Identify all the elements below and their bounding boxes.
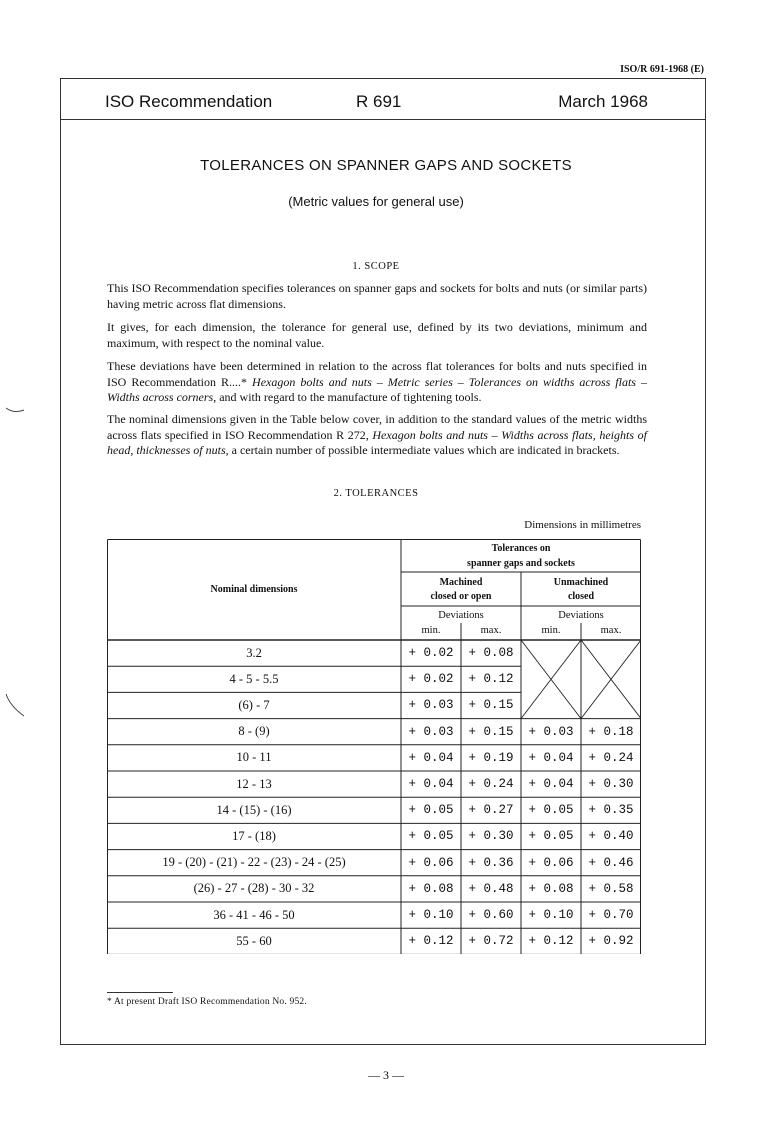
nominal-dimension-cell: (6) - 7 xyxy=(238,697,270,712)
nominal-dimension-cell: 36 - 41 - 46 - 50 xyxy=(213,907,295,922)
nominal-dimension-cell: 17 - (18) xyxy=(232,828,276,843)
header-machined-line2: closed or open xyxy=(430,590,492,602)
header-machined-line1: Machined xyxy=(439,576,483,588)
section-heading-scope: 1. SCOPE xyxy=(352,261,400,272)
nominal-dimension-cell: 8 - (9) xyxy=(238,724,270,739)
deviation-cell: + 0.72 xyxy=(468,934,514,949)
deviation-cell: + 0.06 xyxy=(408,855,454,870)
deviation-cell xyxy=(581,692,641,718)
deviation-cell: + 0.04 xyxy=(408,777,454,792)
deviation-cell: + 0.04 xyxy=(408,750,454,765)
nominal-dimension-cell: (26) - 27 - (28) - 30 - 32 xyxy=(193,881,315,896)
header-rule xyxy=(60,119,705,120)
deviation-cell xyxy=(521,640,581,666)
deviation-cell: + 0.05 xyxy=(528,803,574,818)
deviation-cell: + 0.24 xyxy=(588,750,634,765)
header-unmachined-line2: closed xyxy=(567,590,595,602)
deviation-cell: + 0.40 xyxy=(588,829,634,844)
deviation-cell: + 0.30 xyxy=(468,829,514,844)
deviation-cell: + 0.15 xyxy=(468,698,514,713)
scope-paragraph-4-title: Hexagon bolts and nuts – Widths across flats, heights of head, thicknesses of nuts xyxy=(107,427,647,457)
deviation-cell: + 0.19 xyxy=(468,750,514,765)
nominal-dimension-cell: 19 - (20) - (21) - 22 - (23) - 24 - (25) xyxy=(162,855,346,870)
deviation-cell: + 0.06 xyxy=(528,855,574,870)
deviation-cell: + 0.08 xyxy=(468,646,514,661)
frame-top-rule xyxy=(60,78,705,79)
scope-paragraph-4-text-a: The nominal dimensions given in the Table below cover, in addition to the standard values of the metric widths across flats specified in ISO Recommendation R 272, xyxy=(107,412,647,442)
footnote-rule xyxy=(107,992,173,993)
nominal-dimension-cell: 4 - 5 - 5.5 xyxy=(229,671,279,686)
nominal-dimension-cell: 3.2 xyxy=(246,645,262,660)
margin-marks xyxy=(2,400,32,740)
page-title: TOLERANCES ON SPANNER GAPS AND SOCKETS xyxy=(200,157,572,174)
scope-paragraph-4-text-b: , a certain number of possible intermediate values which are indicated in brackets. xyxy=(225,443,620,457)
header-unmachined-max: max. xyxy=(600,624,622,636)
header-machined-deviations: Deviations xyxy=(438,609,484,621)
nominal-dimension-cell: 12 - 13 xyxy=(236,776,272,791)
deviation-cell: + 0.03 xyxy=(528,724,574,739)
header-recommendation: ISO Recommendation xyxy=(105,92,273,111)
deviation-cell: + 0.46 xyxy=(588,855,634,870)
deviation-cell: + 0.10 xyxy=(408,908,454,923)
deviation-cell: + 0.70 xyxy=(588,908,634,923)
deviation-cell: + 0.24 xyxy=(468,777,514,792)
deviation-cell: + 0.03 xyxy=(408,724,454,739)
deviation-cell: + 0.04 xyxy=(528,777,574,792)
section-heading-tolerances: 2. TOLERANCES xyxy=(333,488,419,499)
deviation-cell: + 0.12 xyxy=(468,672,514,687)
units-note: Dimensions in millimetres xyxy=(524,519,641,531)
tolerance-table xyxy=(107,539,641,954)
header-unmachined-line1: Unmachined xyxy=(553,576,609,588)
page-number: — 3 — xyxy=(368,1068,404,1082)
nominal-dimension-cell: 14 - (15) - (16) xyxy=(216,802,292,817)
header-tolerances-line1: Tolerances on xyxy=(491,543,551,554)
deviation-cell: + 0.60 xyxy=(468,908,514,923)
header-tolerances-line2: spanner gaps and sockets xyxy=(467,558,575,569)
scope-paragraph-3-text-a: These deviations have been determined in relation to the across flat tolerances for bolts and nuts specified in ISO Recommendation R....* xyxy=(107,359,647,389)
nominal-dimension-cell: 10 - 11 xyxy=(236,750,272,765)
deviation-cell: + 0.15 xyxy=(468,724,514,739)
scope-paragraph-3-title: Hexagon bolts and nuts – Metric series – Tolerances on widths across flats – Widths across corners xyxy=(107,374,647,404)
deviation-cell: + 0.03 xyxy=(408,698,454,713)
deviation-cell: + 0.35 xyxy=(588,803,634,818)
deviation-cell: + 0.18 xyxy=(588,724,634,739)
scope-paragraph-2: It gives, for each dimension, the tolerance for general use, defined by its two deviations, minimum and maximum, with respect to the nominal value. xyxy=(107,320,647,350)
scope-paragraph-3 xyxy=(107,359,647,406)
footnote: * At present Draft ISO Recommendation No. 952. xyxy=(107,997,307,1007)
deviation-cell xyxy=(581,666,641,692)
header-nominal-dimensions: Nominal dimensions xyxy=(210,583,298,595)
header-unmachined-min: min. xyxy=(541,624,561,636)
scope-paragraph-1: This ISO Recommendation specifies tolerances on spanner gaps and sockets for bolts and nuts (or similar parts) having metric across flat dimensions. xyxy=(107,281,647,311)
deviation-cell: + 0.58 xyxy=(588,881,634,896)
deviation-cell: + 0.36 xyxy=(468,855,514,870)
scope-paragraph-4 xyxy=(107,412,647,459)
deviation-cell: + 0.12 xyxy=(528,934,574,949)
scope-paragraph-3-text-b: , and with regard to the manufacture of tightening tools. xyxy=(213,390,482,404)
deviation-cell: + 0.12 xyxy=(408,934,454,949)
header-machined-max: max. xyxy=(480,624,502,636)
deviation-cell: + 0.27 xyxy=(468,803,514,818)
deviation-cell: + 0.05 xyxy=(408,803,454,818)
deviation-cell: + 0.10 xyxy=(528,908,574,923)
header-number: R 691 xyxy=(356,92,402,111)
deviation-cell xyxy=(521,692,581,718)
nominal-dimension-cell: 55 - 60 xyxy=(236,933,272,948)
deviation-cell: + 0.02 xyxy=(408,646,454,661)
deviation-cell: + 0.48 xyxy=(468,881,514,896)
deviation-cell: + 0.05 xyxy=(528,829,574,844)
deviation-cell: + 0.08 xyxy=(408,881,454,896)
header-date: March 1968 xyxy=(558,92,648,111)
deviation-cell xyxy=(581,640,641,666)
document-reference: ISO/R 691-1968 (E) xyxy=(620,64,704,75)
deviation-cell: + 0.92 xyxy=(588,934,634,949)
deviation-cell: + 0.05 xyxy=(408,829,454,844)
deviation-cell: + 0.08 xyxy=(528,881,574,896)
deviation-cell xyxy=(521,666,581,692)
deviation-cell: + 0.02 xyxy=(408,672,454,687)
deviation-cell: + 0.04 xyxy=(528,750,574,765)
deviation-cell: + 0.30 xyxy=(588,777,634,792)
header-unmachined-deviations: Deviations xyxy=(558,609,604,621)
page-subtitle: (Metric values for general use) xyxy=(288,194,464,209)
header-machined-min: min. xyxy=(421,624,441,636)
